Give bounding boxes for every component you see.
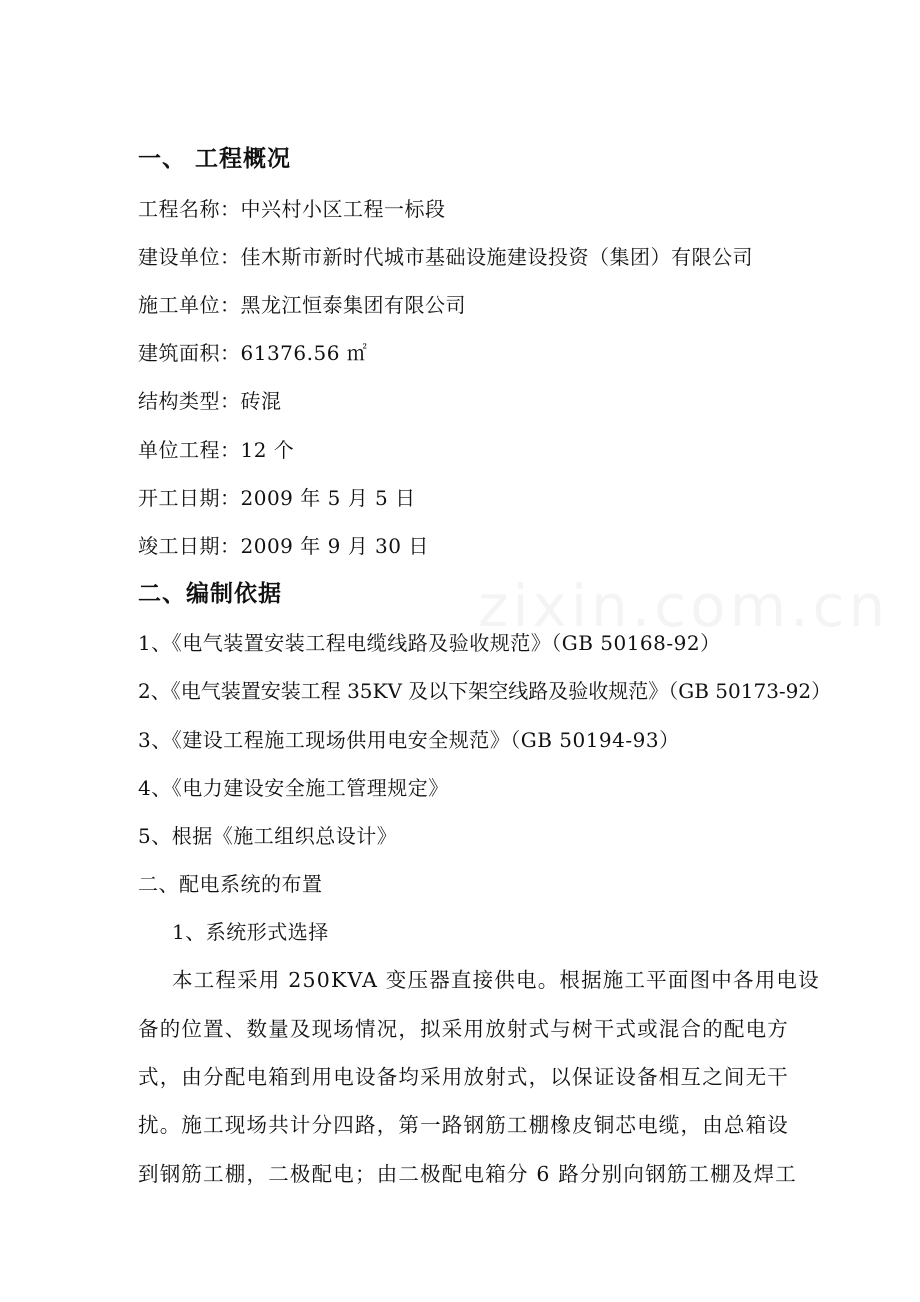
basis-item: 5、根据《施工组织总设计》 (138, 824, 398, 848)
contractor: 施工单位：黑龙江恒泰集团有限公司 (138, 293, 466, 317)
subsection-heading: 1、系统形式选择 (172, 920, 329, 944)
building-area: 建筑面积：61376.56 ㎡ (138, 341, 368, 365)
start-date: 开工日期：2009 年 5 月 5 日 (138, 486, 416, 510)
section-heading-overview: 一、 工程概况 (138, 146, 292, 172)
paragraph-line: 本工程采用 250KVA 变压器直接供电。根据施工平面图中各用电设 (172, 968, 820, 992)
paragraph-line: 到钢筋工棚，二极配电；由二极配电箱分 6 路分别向钢筋工棚及焊工 (138, 1162, 797, 1186)
section-heading-basis: 二、编制依据 (138, 581, 282, 607)
end-date: 竣工日期：2009 年 9 月 30 日 (138, 534, 429, 558)
paragraph-line: 备的位置、数量及现场情况，拟采用放射式与树干式或混合的配电方 (138, 1017, 789, 1041)
basis-item: 3、《建设工程施工现场供用电安全规范》（GB 50194-93） (138, 728, 680, 752)
basis-item: 1、《电气装置安装工程电缆线路及验收规范》（GB 50168-92） (138, 631, 721, 655)
developer: 建设单位：佳木斯市新时代城市基础设施建设投资（集团）有限公司 (138, 245, 753, 269)
structure-type: 结构类型：砖混 (138, 389, 282, 413)
paragraph-line: 扰。施工现场共计分四路，第一路钢筋工棚橡皮铜芯电缆，由总箱设 (138, 1113, 789, 1137)
paragraph-line: 式，由分配电箱到用电设备均采用放射式，以保证设备相互之间无干 (138, 1065, 789, 1089)
basis-item: 4、《电力建设安全施工管理规定》 (138, 776, 449, 800)
section-heading-distribution: 二、配电系统的布置 (138, 872, 323, 896)
unit-count: 单位工程：12 个 (138, 438, 295, 462)
project-name: 工程名称：中兴村小区工程一标段 (138, 197, 446, 221)
basis-item: 2、《电气装置安装工程 35KV 及以下架空线路及验收规范》（GB 50173-92） (138, 679, 832, 703)
